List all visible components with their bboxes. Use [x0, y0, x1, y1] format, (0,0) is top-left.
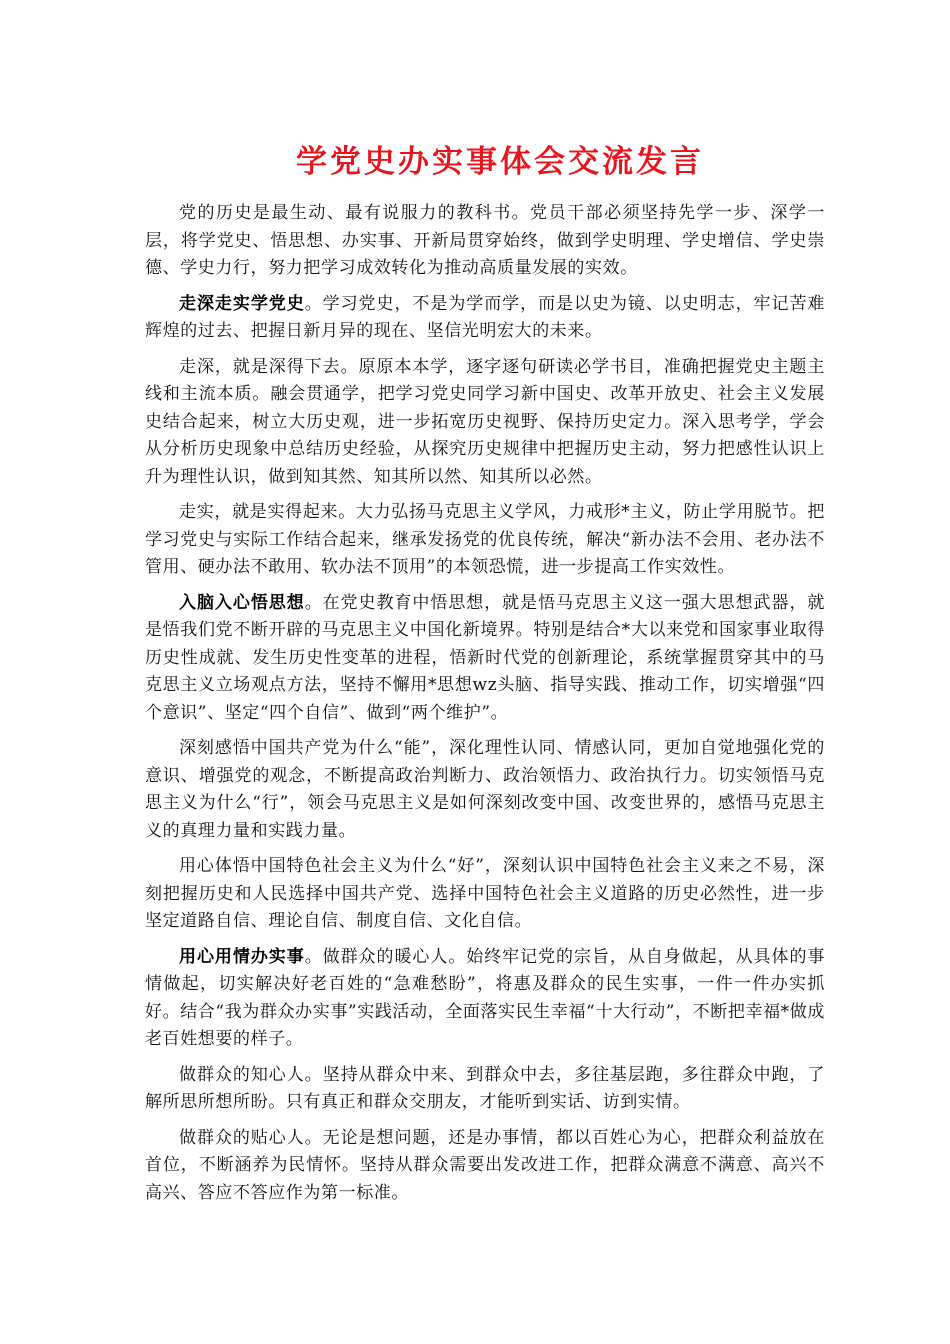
- document-title: 学党史办实事体会交流发言: [296, 144, 704, 180]
- paragraph-text: 。学习党史，不是为学而学，而是以史为镜、以史明志，牢记苦难辉煌的过去、把握日新月异的现在、坚信光明宏大的未来。: [145, 293, 825, 341]
- paragraph-text: 深刻感悟中国共产党为什么“能”，深化理性认同、情感认同，更加自觉地强化党的意识、增强党的观念，不断提高政治判断力、政治领悟力、政治执行力。切实领悟马克思主义为什么“行”，领会马克思主义是如何深刻改变中国、改变世界的，感悟马克思主义的真理力量和实践力量。: [145, 738, 825, 841]
- paragraph-section-study-history: [145, 291, 825, 346]
- paragraph-section-understand-thought: [145, 590, 825, 728]
- paragraph-intro: [145, 200, 825, 283]
- paragraph-go-deep: [145, 354, 825, 492]
- paragraph-text: 做群众的知心人。坚持从群众中来、到群众中去，多往基层跑，多往群众中跑，了解所思所想所盼。只有真正和群众交朋友，才能听到实话、访到实情。: [145, 1064, 825, 1112]
- paragraph-close-to-the-people: [145, 1125, 825, 1208]
- paragraph-text: 做群众的贴心人。无论是想问题，还是办事情，都以百姓心为心，把群众利益放在首位，不断涵养为民情怀。坚持从群众需要出发改进工作，把群众满意不满意、高兴不高兴、答应不答应作为第一标准。: [145, 1127, 825, 1203]
- section-heading-study-history: 走深走实学党史: [179, 293, 305, 314]
- paragraph-text: 走深，就是深得下去。原原本本学，逐字逐句研读必学书目，准确把握党史主题主线和主流本质。融会贯通学，把学习党史同学习新中国史、改革开放史、社会主义发展史结合起来，树立大历史观，进一步拓宽历史视野、保持历史定力。深入思考学，学会从分析历史现象中总结历史经验，从探究历史规律中把握历史主动，努力把感性认识上升为理性认识，做到知其然、知其所以然、知其所以必然。: [145, 356, 825, 487]
- paragraph-go-solid: [145, 499, 825, 582]
- paragraph-text: 走实，就是实得起来。大力弘扬马克思主义学风，力戒形*主义，防止学用脱节。把学习党史与实际工作结合起来，继承发扬党的优良传统，解决“新办法不会用、老办法不管用、硬办法不敢用、软办法不顶用”的本领恐慌，进一步提高工作实效性。: [145, 502, 825, 577]
- paragraph-text: 用心体悟中国特色社会主义为什么“好”，深刻认识中国特色社会主义来之不易，深刻把握历史和人民选择中国共产党、选择中国特色社会主义道路的历史必然性，进一步坚定道路自信、理论自信、制度自信、文化自信。: [145, 856, 825, 931]
- paragraph-why-good: [145, 853, 825, 936]
- paragraph-text: 。在党史教育中悟思想，就是悟马克思主义这一强大思想武器，就是悟我们党不断开辟的马克思主义中国化新境界。特别是结合*大以来党和国家事业取得历史性成就、发生历史性变革的进程，悟新时代党的创新理论，系统掌握贯穿其中的马克思主义立场观点方法，坚持不懈用*思想wz头脑、指导实践、推动工作，切实增强“四个意识”、坚定“四个自信”、做到“两个维护”。: [145, 592, 825, 723]
- section-heading-understand-thought: 入脑入心悟思想: [179, 592, 305, 613]
- paragraph-text: 。做群众的暖心人。始终牢记党的宗旨，从自身做起，从具体的事情做起，切实解决好老百姓的“急难愁盼”，将惠及群众的民生实事，一件一件办实抓好。结合“我为群众办实事”实践活动，全面落实民生幸福“十大行动”，不断把幸福*做成老百姓想要的样子。: [145, 946, 825, 1049]
- paragraph-why-capable: [145, 735, 825, 845]
- paragraph-text: 党的历史是最生动、最有说服力的教科书。党员干部必须坚持先学一步、深学一层，将学党史、悟思想、办实事、开新局贯穿始终，做到学史明理、学史增信、学史崇德、学史力行，努力把学习成效转化为推动高质量发展的实效。: [145, 203, 825, 278]
- document-page: [145, 140, 825, 1215]
- section-heading-do-practical-things: 用心用情办实事: [179, 946, 305, 967]
- paragraph-know-the-people: [145, 1062, 825, 1117]
- paragraph-section-do-practical-things: [145, 944, 825, 1054]
